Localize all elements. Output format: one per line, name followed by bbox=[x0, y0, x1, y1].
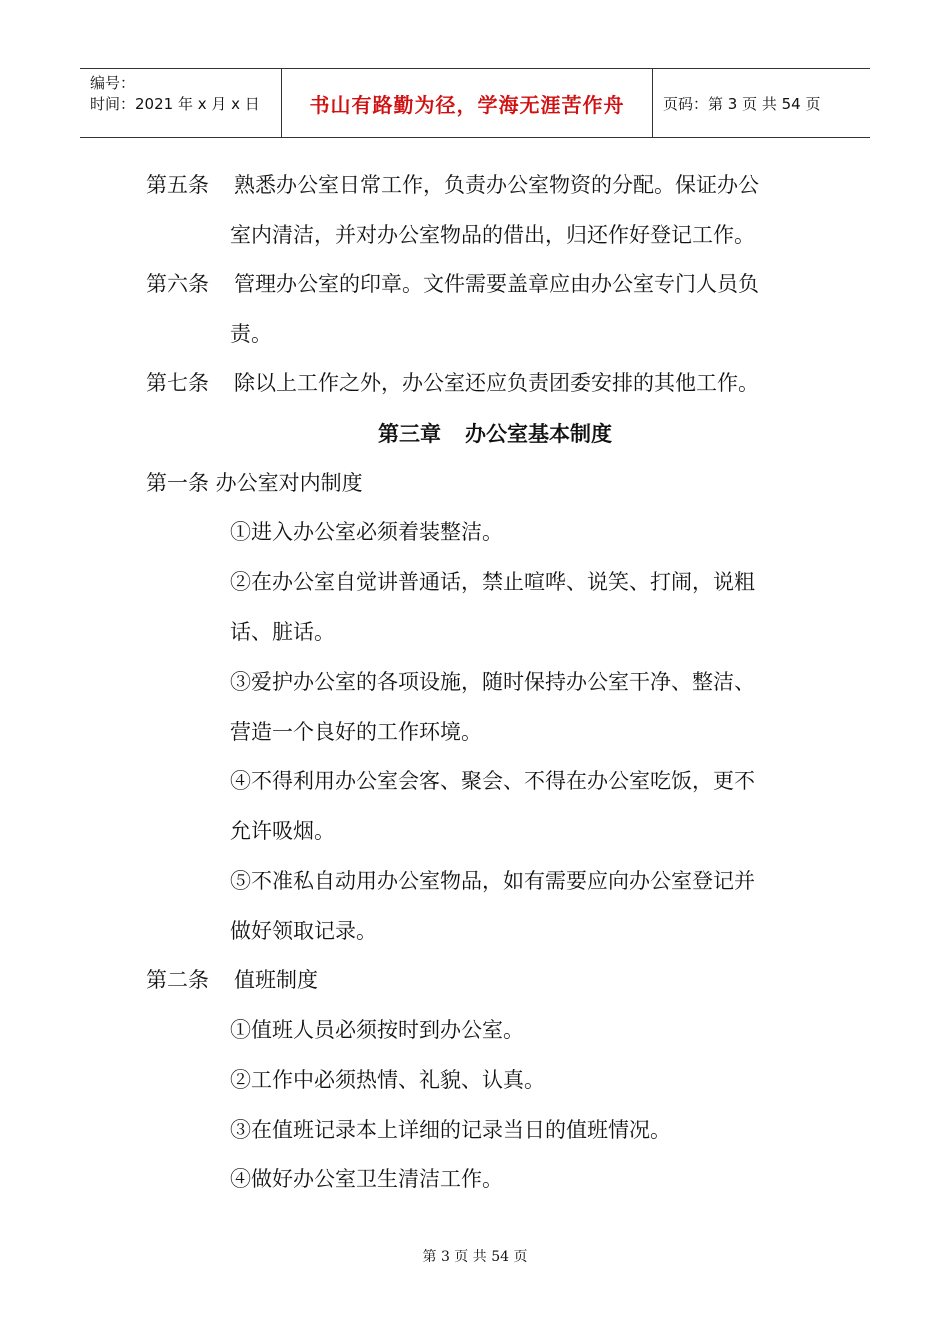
list-item: ③爱护办公室的各项设施，随时保持办公室干净、整洁、 bbox=[230, 670, 755, 694]
header-page-info: 页码：第 3 页 共 54 页 bbox=[663, 94, 821, 113]
page-footer: 第 3 页 共 54 页 bbox=[422, 1249, 528, 1265]
page-header bbox=[80, 68, 870, 138]
section-2-title bbox=[146, 966, 318, 994]
chapter-number: 第三章 bbox=[378, 421, 441, 446]
article-text: 除以上工作之外，办公室还应负责团委安排的其他工作。 bbox=[234, 371, 759, 395]
header-motto: 书山有路勤为径，学海无涯苦作舟 bbox=[309, 92, 625, 117]
article-number: 第五条 bbox=[146, 173, 209, 197]
list-item: ②工作中必须热情、礼貌、认真。 bbox=[230, 1068, 545, 1092]
list-item: ②在办公室自觉讲普通话，禁止喧哗、说笑、打闹，说粗 bbox=[230, 570, 755, 594]
article-number: 第七条 bbox=[146, 371, 209, 395]
list-item: ①值班人员必须按时到办公室。 bbox=[230, 1018, 524, 1042]
list-item: ③在值班记录本上详细的记录当日的值班情况。 bbox=[230, 1118, 671, 1142]
list-item: ④不得利用办公室会客、聚会、不得在办公室吃饭，更不 bbox=[230, 769, 755, 793]
article-5-line-2: 室内清洁，并对办公室物品的借出，归还作好登记工作。 bbox=[230, 223, 755, 247]
article-number: 第二条 bbox=[146, 968, 209, 992]
header-motto-cell bbox=[281, 69, 653, 137]
list-item: ④做好办公室卫生清洁工作。 bbox=[230, 1167, 503, 1191]
list-item-continued: 话、脏话。 bbox=[230, 620, 335, 644]
article-text: 值班制度 bbox=[234, 968, 318, 992]
chapter-name: 办公室基本制度 bbox=[465, 421, 612, 446]
code-label: 编号： bbox=[90, 74, 136, 92]
list-item: ①进入办公室必须着装整洁。 bbox=[230, 520, 503, 544]
list-item-continued: 允许吸烟。 bbox=[230, 819, 335, 843]
article-5-line-1 bbox=[146, 171, 759, 199]
list-item-continued: 做好领取记录。 bbox=[230, 919, 377, 943]
header-left-cell bbox=[80, 69, 281, 137]
article-text: 熟悉办公室日常工作，负责办公室物资的分配。保证办公 bbox=[234, 173, 759, 197]
article-number: 第六条 bbox=[146, 272, 209, 296]
article-6-line-2: 责。 bbox=[230, 322, 272, 346]
time-label: 时间：2021 年 x 月 x 日 bbox=[90, 95, 260, 113]
section-1-title: 第一条 办公室对内制度 bbox=[146, 471, 363, 495]
article-text: 管理办公室的印章。文件需要盖章应由办公室专门人员负 bbox=[234, 272, 759, 296]
chapter-title bbox=[0, 420, 950, 448]
list-item-continued: 营造一个良好的工作环境。 bbox=[230, 720, 482, 744]
list-item: ⑤不准私自动用办公室物品，如有需要应向办公室登记并 bbox=[230, 869, 755, 893]
article-7-line-1 bbox=[146, 369, 759, 397]
article-6-line-1 bbox=[146, 270, 759, 298]
